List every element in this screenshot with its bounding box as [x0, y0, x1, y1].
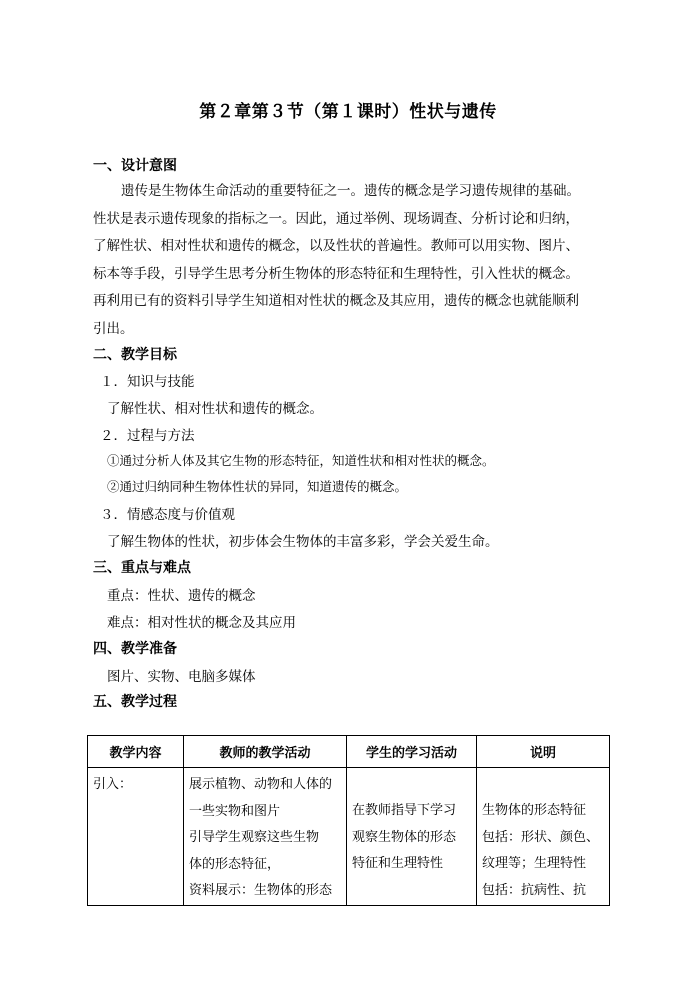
section-heading-key-difficult: 三、重点与难点	[93, 560, 191, 576]
key-point-text: 重点：性状、遗传的概念	[107, 588, 256, 604]
cell-text: 引入：	[93, 777, 133, 792]
teaching-process-table	[87, 735, 610, 906]
page-title: 第２章第３节（第１课时）性状与遗传	[199, 102, 497, 122]
knowledge-skills-text: 了解性状、相对性状和遗传的概念。	[107, 401, 323, 417]
difficult-point-text: 难点：相对性状的概念及其应用	[107, 615, 296, 631]
section-heading-preparation: 四、教学准备	[93, 641, 177, 657]
cell-line: 特征和生理特性	[352, 856, 444, 871]
table-cell-teacher	[184, 768, 347, 906]
cell-line: 观察生物体的形态	[352, 829, 457, 845]
cell-line: 引导学生观察这些生物	[189, 830, 320, 845]
column-header-content: 教学内容	[88, 736, 184, 768]
cell-line: 生物体的形态特征	[482, 803, 587, 818]
paragraph-line: 再利用已有的资料引导学生知道相对性状的概念及其应用，遗传的概念也就能顺利	[93, 293, 579, 309]
cell-line: 在教师指导下学习	[352, 803, 457, 818]
cell-line: 展示植物、动物和人体的	[189, 777, 333, 792]
cell-line: 体的形态特征，	[189, 856, 281, 872]
attitude-values-text: 了解生物体的性状，初步体会生物体的丰富多彩，学会关爱生命。	[107, 534, 499, 550]
table-cell-content	[88, 768, 184, 906]
table-row	[88, 768, 610, 906]
subheading-process-method: ２．过程与方法	[100, 428, 195, 444]
subheading-knowledge-skills: １．知识与技能	[100, 374, 195, 390]
design-intent-paragraph	[93, 178, 613, 343]
cell-line: 包括：形状、颜色、	[482, 829, 600, 845]
cell-line: 纹理等；生理特性	[482, 856, 587, 871]
cell-line: 一些实物和图片	[189, 803, 281, 819]
process-method-item-2: ②通过归纳同种生物体性状的异同，知道遗传的概念。	[107, 479, 408, 494]
preparation-text: 图片、实物、电脑多媒体	[107, 669, 256, 685]
paragraph-line: 遗传是生物体生命活动的重要特征之一。遗传的概念是学习遗传规律的基础。	[121, 183, 580, 199]
section-heading-design-intent: 一、设计意图	[93, 158, 177, 174]
column-header-notes: 说明	[477, 736, 610, 768]
column-header-student-activity: 学生的学习活动	[347, 736, 477, 768]
table-header-row	[88, 736, 610, 768]
paragraph-line: 引出。	[93, 320, 134, 337]
table-cell-student	[347, 768, 477, 906]
section-heading-teaching-process: 五、教学过程	[93, 694, 177, 710]
section-heading-teaching-goals: 二、教学目标	[93, 347, 177, 363]
cell-line: 资料展示：生物体的形态	[189, 883, 333, 898]
table-cell-note	[477, 768, 610, 906]
paragraph-line: 标本等手段，引导学生思考分析生物体的形态特征和生理特性，引入性状的概念。	[93, 265, 579, 282]
column-header-teacher-activity: 教师的教学活动	[184, 736, 347, 768]
subheading-attitude-values: ３．情感态度与价值观	[100, 507, 235, 523]
cell-line: 包括：抗病性、抗	[482, 882, 587, 898]
paragraph-line: 性状是表示遗传现象的指标之一。因此，通过举例、现场调查、分析讨论和归纳，	[93, 210, 579, 227]
paragraph-line: 了解性状、相对性状和遗传的概念，以及性状的普遍性。教师可以用实物、图片、	[93, 238, 579, 254]
process-method-item-1: ①通过分析人体及其它生物的形态特征，知道性状和相对性状的概念。	[107, 453, 495, 468]
